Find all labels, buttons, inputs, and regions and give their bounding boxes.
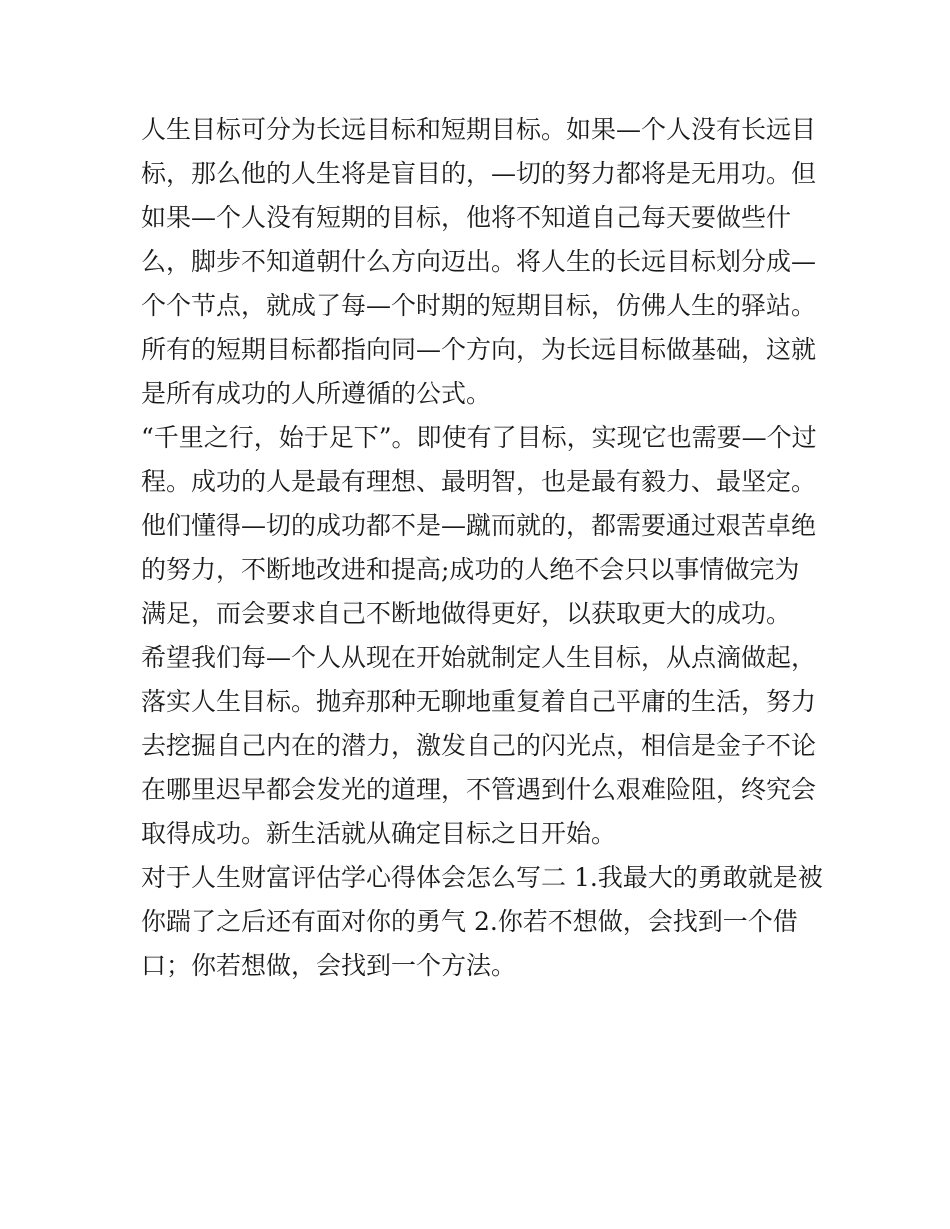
text-line: 人生目标可分为长远目标和短期目标。如果—个人没有长远目 [141,115,817,144]
text-line: 在哪里迟早都会发光的道理，不管遇到什么艰难险阻，终究会 [141,775,817,804]
text-line: 所有的短期目标都指向同—个方向，为长远目标做基础，这就 [141,335,817,364]
text-line: 落实人生目标。抛弃那种无聊地重复着自己平庸的生活，努力 [141,687,817,716]
text-line: 么，脚步不知道朝什么方向迈出。将人生的长远目标划分成— [141,247,817,276]
paragraph-1 [141,108,817,416]
text-line: 口；你若想做，会找到一个方法。 [141,951,517,980]
text-line: 取得成功。新生活就从确定目标之日开始。 [141,819,617,848]
text-line: “千里之行，始于足下”。即使有了目标，实现它也需要—个过 [141,423,817,452]
text-line: 如果—个人没有短期的目标，他将不知道自己每天要做些什 [141,203,792,232]
text-line: 你踹了之后还有面对你的勇气 2.你若不想做，会找到一个借 [141,907,798,936]
text-line: 希望我们每—个人从现在开始就制定人生目标，从点滴做起， [141,643,817,672]
paragraph-3 [141,636,817,856]
text-line: 程。成功的人是最有理想、最明智，也是最有毅力、最坚定。 [141,467,817,496]
text-line: 是所有成功的人所遵循的公式。 [141,379,492,408]
text-line: 他们懂得—切的成功都不是—蹴而就的，都需要通过艰苦卓绝 [141,511,817,540]
text-line: 个个节点，就成了每—个时期的短期目标，仿佛人生的驿站。 [141,291,817,320]
text-line: 去挖掘自己内在的潜力，激发自己的闪光点，相信是金子不论 [141,731,817,760]
document-body [141,108,823,988]
paragraph-2 [141,416,817,636]
text-line: 对于人生财富评估学心得体会怎么写二 1.我最大的勇敢就是被 [141,863,823,892]
text-line: 满足，而会要求自己不断地做得更好，以获取更大的成功。 [141,599,792,628]
text-line: 的努力，不断地改进和提高;成功的人绝不会只以事情做完为 [141,555,800,584]
paragraph-4 [141,856,823,988]
text-line: 标，那么他的人生将是盲目的，—切的努力都将是无用功。但 [141,159,817,188]
